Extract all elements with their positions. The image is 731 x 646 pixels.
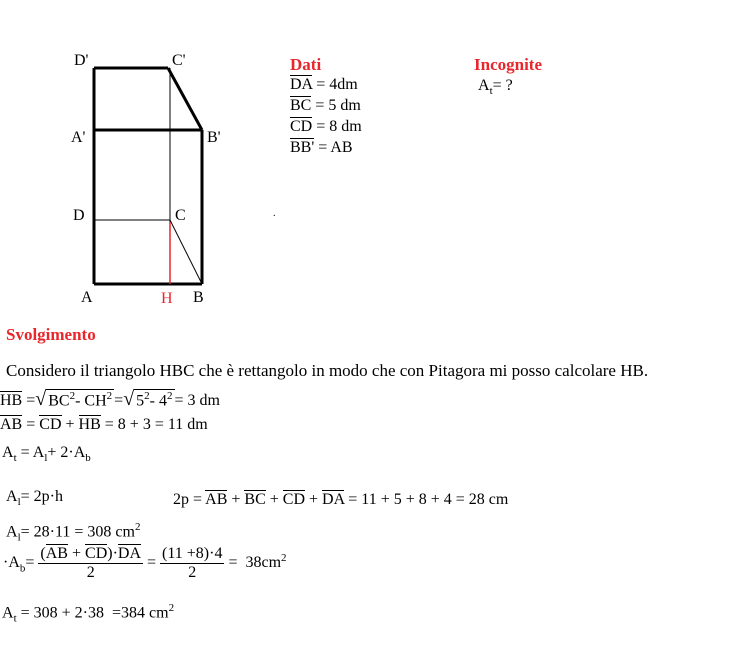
dati-line-1: DA = 4dm	[290, 76, 358, 93]
label-cp: C'	[172, 52, 186, 69]
incognite-title: Incognite	[474, 55, 542, 74]
prism-figure	[0, 0, 240, 310]
label-dp: D'	[74, 52, 89, 69]
formula-ab-area: $\cdot A_b=$ $\frac{(AB + CD)\cdot DA}{2}$ = $\frac{(11 +8)\cdot 4}{2}$ = $38cm^2$	[3, 545, 287, 581]
formula-2p: 2p = AB + BC + CD + DA = 11 + 5 + 8 + 4 = 28 cm	[173, 491, 509, 508]
label-bp: B'	[207, 129, 221, 146]
formula-at: $A_t = A_l+ 2\cdot A_b$	[2, 444, 91, 465]
formula-ab: AB = CD + HB = 8 + 3 = 11 dm	[0, 416, 208, 433]
formula-al: $A_l= 2p\cdot h$	[6, 488, 63, 509]
label-h: H	[161, 290, 173, 307]
label-ap: A'	[71, 129, 86, 146]
incognite-at: $A_t=$ ?	[478, 77, 513, 98]
svolgimento-title: Svolgimento	[6, 325, 96, 344]
dati-line-2: BC = 5 dm	[290, 97, 361, 114]
svolgimento-intro: Considero il triangolo HBC che è rettangolo in modo che con Pitagora mi posso calcolare HB.	[6, 361, 649, 380]
label-b: B	[193, 289, 204, 306]
dati-title: Dati	[290, 55, 322, 74]
dati-line-3: CD = 8 dm	[290, 118, 362, 135]
dot-mark: .	[273, 208, 276, 219]
dati-line-4: BB' = AB	[290, 139, 353, 156]
label-c: C	[175, 207, 186, 224]
label-a: A	[81, 289, 93, 306]
label-d: D	[73, 207, 85, 224]
formula-hb: HB =√ $BC^2-$ $CH^2$ =√ $5^2-$ $4^2 = 3$ dm	[0, 388, 220, 410]
formula-at-value: $A_t = 308 + 2\cdot 38 =384$ $cm^2$	[2, 602, 175, 625]
formula-al-value: $A_l= 28\cdot 11 = 308$ $cm^2$	[6, 521, 141, 544]
